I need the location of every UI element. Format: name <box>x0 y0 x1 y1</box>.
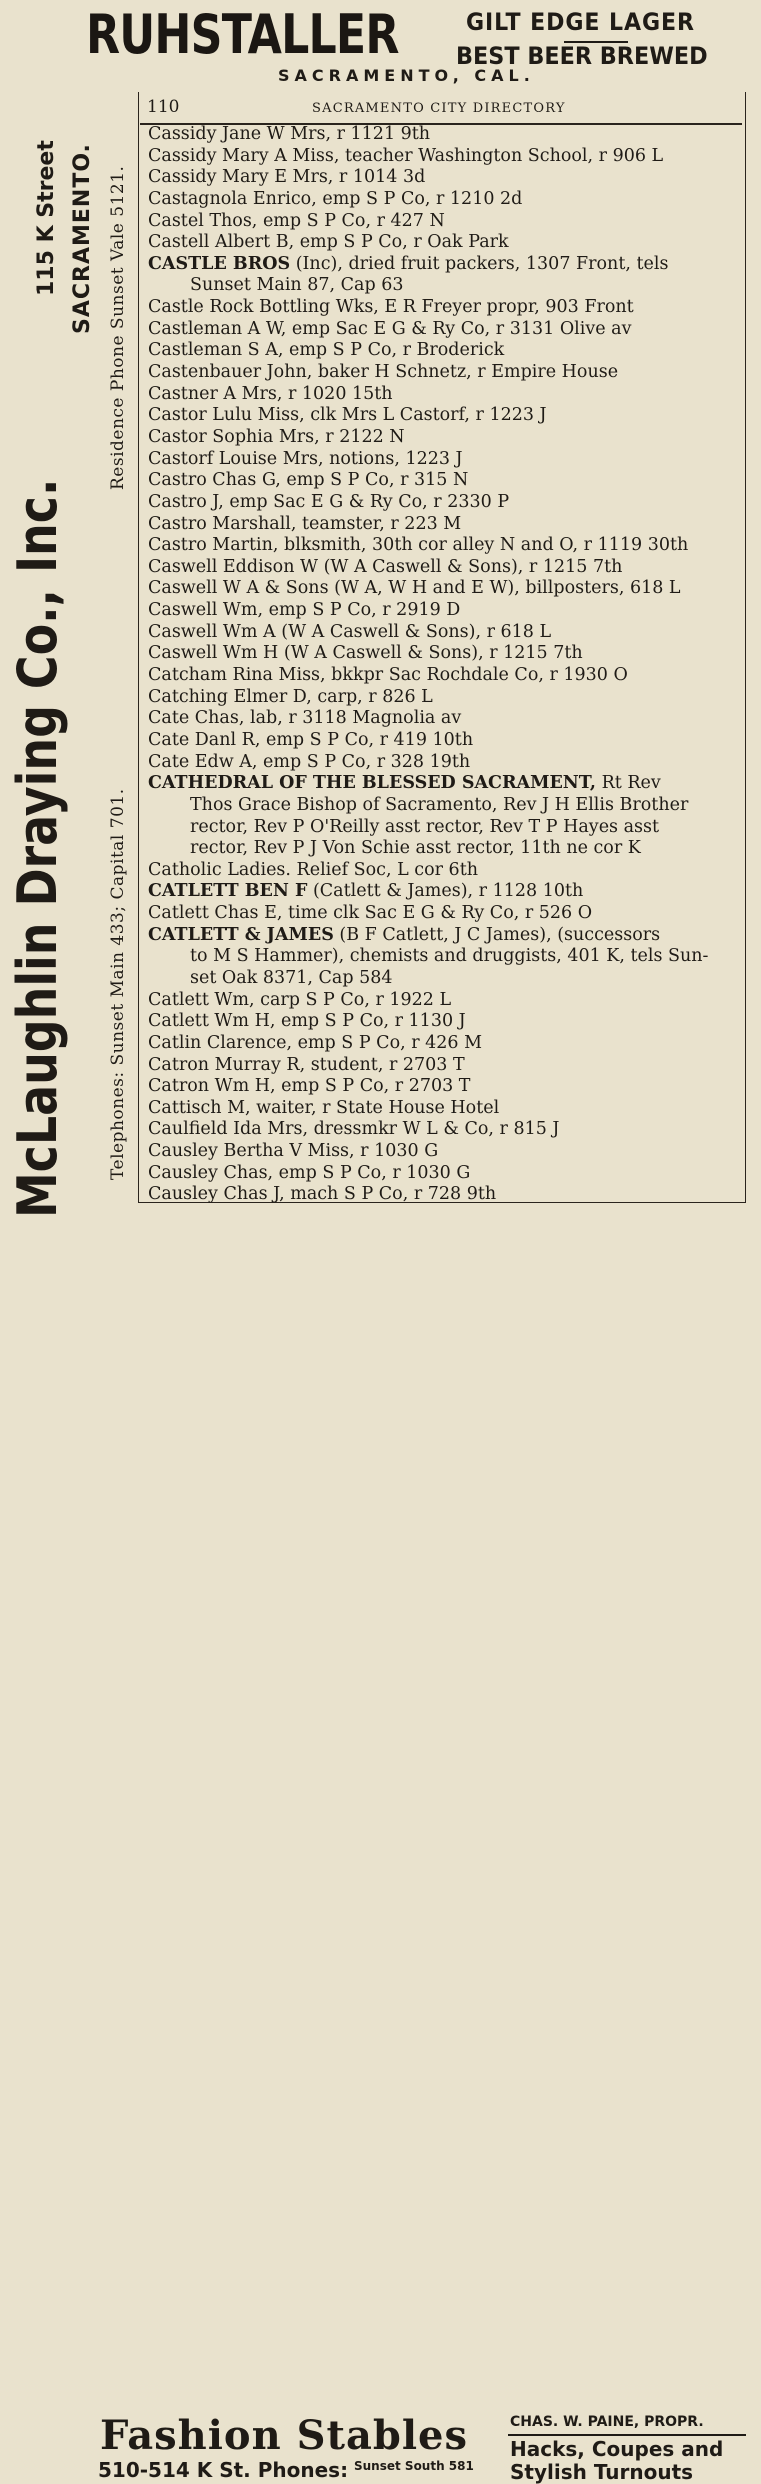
entry-text: Castorf Louise Mrs, notions, 1223 J <box>148 448 463 469</box>
directory-entry <box>148 1011 744 1033</box>
entry-text: Cassidy Jane W Mrs, r 1121 9th <box>148 124 431 144</box>
directory-entry <box>148 708 744 730</box>
directory-entry <box>148 297 744 319</box>
side-ad-city: SACRAMENTO. <box>70 143 95 334</box>
directory-entry <box>148 600 744 622</box>
entry-text: Cassidy Mary E Mrs, r 1014 3d <box>148 167 426 188</box>
entry-text: Sunset Main 87, Cap 63 <box>190 275 404 296</box>
directory-entry <box>148 146 744 168</box>
directory-entry <box>148 384 744 406</box>
entry-text: (Catlett & James), r 1128 10th <box>307 881 584 902</box>
entry-text: Catholic Ladies. Relief Soc, L cor 6th <box>148 859 478 880</box>
directory-entry <box>148 665 744 687</box>
entry-text: (Inc), dried fruit packers, 1307 Front, tels <box>290 253 669 274</box>
directory-entry <box>148 449 744 471</box>
entry-text: Caswell W A & Sons (W A, W H and E W), billposters, 618 L <box>148 578 681 599</box>
entry-text: Castel Thos, emp S P Co, r 427 N <box>148 210 445 231</box>
fashion-stables-advertisement <box>0 1204 761 2484</box>
entry-text: Causley Chas, emp S P Co, r 1030 G <box>148 1162 471 1183</box>
entry-text: Cassidy Mary A Miss, teacher Washington School, r 906 L <box>148 145 664 166</box>
ruhstaller-advertisement <box>0 0 761 92</box>
directory-entry <box>148 1076 744 1098</box>
directory-entry <box>148 925 744 947</box>
entry-text: Catcham Rina Miss, bkkpr Sac Rochdale Co, r 1930 O <box>148 665 628 686</box>
page-number: 110 <box>147 97 180 117</box>
directory-entry <box>148 990 744 1012</box>
directory-entry <box>148 492 744 514</box>
fashion-stables-phone: Sunset South 581 <box>354 2459 474 2473</box>
directory-entry <box>148 1141 744 1163</box>
directory-entry <box>148 730 744 752</box>
directory-entry <box>148 1033 744 1055</box>
ruhstaller-name: RUHSTALLER <box>86 3 399 66</box>
entry-text: Castro Martin, blksmith, 30th cor alley N and O, r 1119 30th <box>148 535 689 556</box>
entry-text: to M S Hammer), chemists and druggists, 401 K, tels Sun- <box>190 946 709 967</box>
hacks-coupes-text: Hacks, Coupes and <box>510 2437 724 2461</box>
entry-text: Cate Edw A, emp S P Co, r 328 19th <box>148 751 471 772</box>
entry-text: Castro Marshall, teamster, r 223 M <box>148 513 462 534</box>
directory-entry-continuation <box>148 817 744 839</box>
entry-text: Castro J, emp Sac E G & Ry Co, r 2330 P <box>148 491 510 512</box>
directory-entry-continuation <box>148 275 744 297</box>
entry-text: rector, Rev P J Von Schie asst rector, 11th ne cor K <box>190 838 641 859</box>
directory-entry <box>148 1119 744 1141</box>
directory-entry <box>148 232 744 254</box>
side-ad-company: McLaughlin Draying Co., Inc. <box>6 478 69 1218</box>
directory-entry <box>148 860 744 882</box>
directory-entry <box>148 687 744 709</box>
entry-text: Castner A Mrs, r 1020 15th <box>148 383 393 404</box>
side-ad-residence-phone: Residence Phone Sunset Vale 5121. <box>108 165 128 490</box>
entry-name-bold: CATLETT & JAMES <box>148 924 334 945</box>
entry-text: Catron Murray R, student, r 2703 T <box>148 1054 465 1075</box>
side-ad-street: 115 K Street <box>34 140 59 296</box>
directory-entry <box>148 254 744 276</box>
stylish-turnouts-text: Stylish Turnouts <box>510 2460 694 2484</box>
proprietor-name: CHAS. W. PAINE, PROPR. <box>510 2414 704 2430</box>
entry-name-bold: CASTLE BROS <box>148 253 291 274</box>
entry-text: Castor Sophia Mrs, r 2122 N <box>148 426 405 447</box>
directory-entry <box>148 427 744 449</box>
entry-text: Castagnola Enrico, emp S P Co, r 1210 2d <box>148 188 523 209</box>
directory-entry <box>148 319 744 341</box>
entry-text: Castenbauer John, baker H Schnetz, r Empire House <box>148 362 619 383</box>
directory-entry <box>148 1098 744 1120</box>
side-ad-telephones: Telephones: Sunset Main 433; Capital 701. <box>108 788 128 1180</box>
directory-entry-continuation <box>148 838 744 860</box>
fashion-stables-address: 510-514 K St. Phones: <box>98 2458 349 2482</box>
entry-text: Caulfield Ida Mrs, dressmkr W L & Co, r 815 J <box>148 1119 560 1140</box>
directory-entry-continuation <box>148 968 744 990</box>
entry-text: Cate Danl R, emp S P Co, r 419 10th <box>148 729 474 750</box>
directory-entry <box>148 124 744 146</box>
entry-text: (B F Catlett, J C James), (successors <box>333 924 661 945</box>
directory-entry <box>148 535 744 557</box>
gilt-edge-lager-text: GILT EDGE LAGER <box>466 8 695 36</box>
entry-text: Causley Bertha V Miss, r 1030 G <box>148 1141 439 1162</box>
entry-text: Thos Grace Bishop of Sacramento, Rev J H Ellis Brother <box>190 794 689 815</box>
fashion-stables-name: Fashion Stables <box>100 2412 469 2459</box>
directory-entry <box>148 622 744 644</box>
entry-text: rector, Rev P O'Reilly asst rector, Rev T P Hayes asst <box>190 816 660 837</box>
entry-text: Castle Rock Bottling Wks, E R Freyer propr, 903 Front <box>148 297 634 318</box>
entry-text: Rt Rev <box>596 773 661 794</box>
entry-text: Catron Wm H, emp S P Co, r 2703 T <box>148 1076 471 1097</box>
directory-entry <box>148 189 744 211</box>
ad-city: SACRAMENTO, CAL. <box>278 66 535 85</box>
entry-text: Caswell Wm A (W A Caswell & Sons), r 618 L <box>148 621 552 642</box>
directory-entry <box>148 514 744 536</box>
best-beer-text: BEST BEER BREWED <box>456 42 708 70</box>
entry-text: Cate Chas, lab, r 3118 Magnolia av <box>148 708 462 729</box>
entry-text: Cattisch M, waiter, r State House Hotel <box>148 1097 500 1118</box>
entry-text: Castleman A W, emp Sac E G & Ry Co, r 3131 Olive av <box>148 318 632 339</box>
directory-entry <box>148 773 744 795</box>
directory-entry <box>148 405 744 427</box>
directory-entry <box>148 167 744 189</box>
page-title: SACRAMENTO CITY DIRECTORY <box>312 101 566 116</box>
directory-entry-continuation <box>148 946 744 968</box>
entry-text: Castell Albert B, emp S P Co, r Oak Park <box>148 232 509 253</box>
directory-entry <box>148 881 744 903</box>
entry-text: Caswell Wm, emp S P Co, r 2919 D <box>148 600 461 621</box>
entry-text: Catlett Wm H, emp S P Co, r 1130 J <box>148 1011 466 1032</box>
entry-name-bold: CATLETT BEN F <box>148 881 308 902</box>
entry-text: set Oak 8371, Cap 584 <box>190 967 393 988</box>
entry-text: Catlin Clarence, emp S P Co, r 426 M <box>148 1032 483 1053</box>
directory-entry <box>148 1184 744 1206</box>
entry-text: Castleman S A, emp S P Co, r Broderick <box>148 340 505 361</box>
entry-name-bold: CATHEDRAL OF THE BLESSED SACRAMENT, <box>148 773 596 794</box>
ad-rule <box>508 2434 746 2436</box>
entry-text: Caswell Eddison W (W A Caswell & Sons), r 1215 7th <box>148 556 623 577</box>
entry-text: Castro Chas G, emp S P Co, r 315 N <box>148 470 469 491</box>
directory-entries <box>148 124 744 1206</box>
directory-entry <box>148 557 744 579</box>
directory-entry <box>148 1055 744 1077</box>
directory-entry-continuation <box>148 795 744 817</box>
directory-entry <box>148 903 744 925</box>
directory-entry <box>148 362 744 384</box>
entry-text: Catlett Wm, carp S P Co, r 1922 L <box>148 989 452 1010</box>
entry-text: Caswell Wm H (W A Caswell & Sons), r 1215 7th <box>148 643 583 664</box>
entry-text: Catching Elmer D, carp, r 826 L <box>148 686 433 707</box>
entry-text: Causley Chas J, mach S P Co, r 728 9th <box>148 1184 497 1205</box>
directory-entry <box>148 340 744 362</box>
directory-entry <box>148 211 744 233</box>
directory-entry <box>148 470 744 492</box>
directory-entry <box>148 643 744 665</box>
directory-entry <box>148 578 744 600</box>
entry-text: Catlett Chas E, time clk Sac E G & Ry Co, r 526 O <box>148 903 593 924</box>
entry-text: Castor Lulu Miss, clk Mrs L Castorf, r 1223 J <box>148 405 547 426</box>
directory-entry <box>148 752 744 774</box>
directory-entry <box>148 1163 744 1185</box>
